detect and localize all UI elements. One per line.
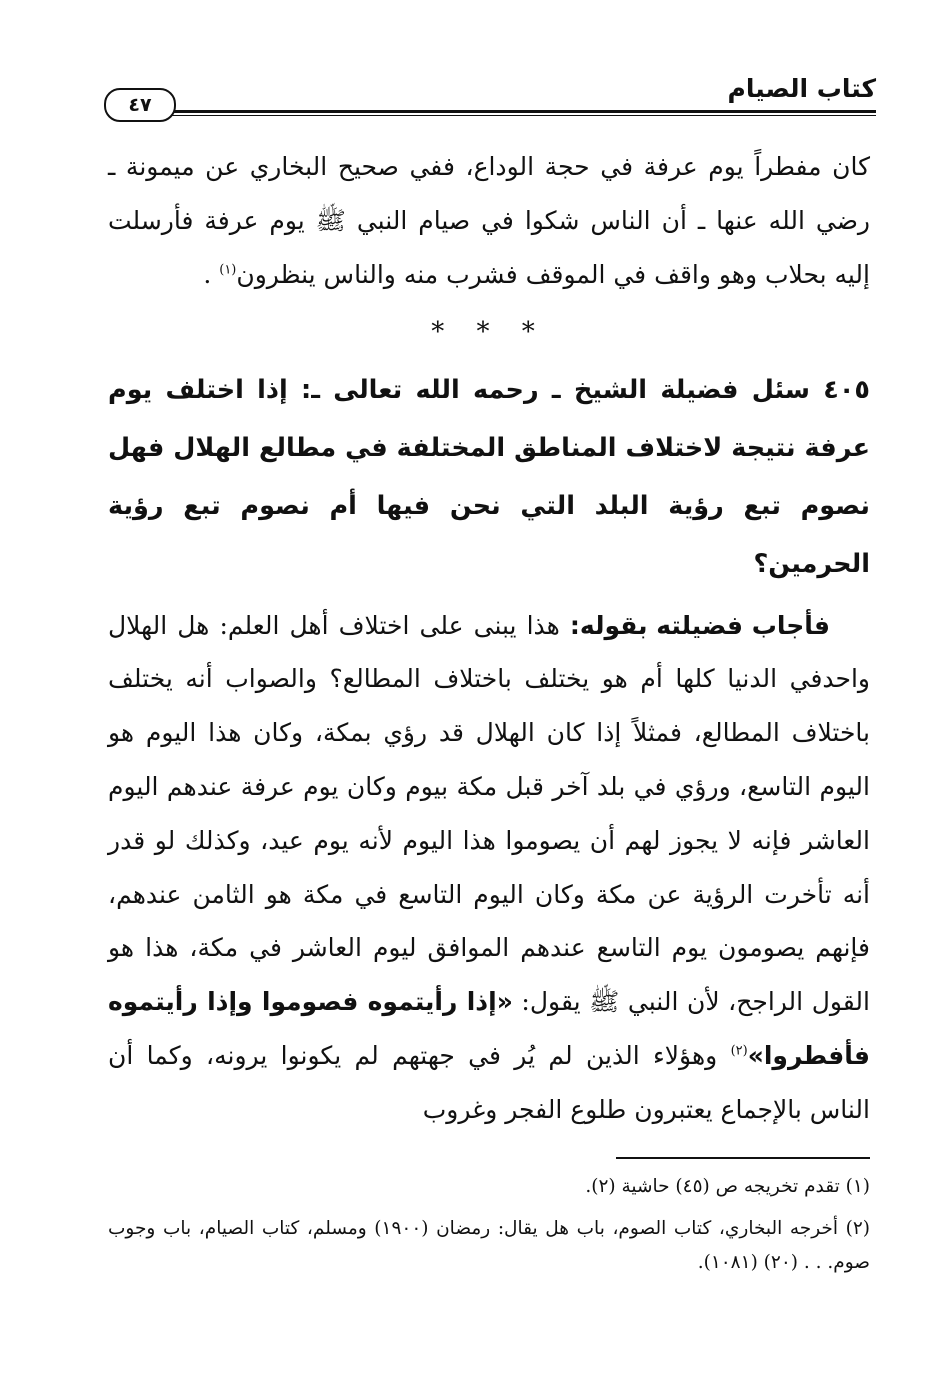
intro-paragraph <box>108 140 870 303</box>
intro-text: كان مفطراً يوم عرفة في حجة الوداع، ففي صحيح البخاري عن ميمونة ـ رضي الله عنها ـ أن الناس شكوا في صيام النبي ﷺ يوم عرفة فأرسلت إليه بحلاب وهو واقف في الموقف فشرب منه والناس ينظرون <box>108 152 870 290</box>
section-separator: * * * <box>431 316 547 347</box>
page-header <box>104 70 876 120</box>
footnote-ref-1: (١) <box>219 263 237 279</box>
answer-part1: هذا يبنى على اختلاف أهل العلم: هل الهلال واحدفي الدنيا كلها أم هو يختلف باختلاف المطالع؟ والصواب أنه يختلف باختلاف المطالع، فمثلاً إذا كان الهلال قد رؤي بمكة، وكان هذا اليوم هو اليوم التاسع، ورؤي في بلد آخر قبل مكة بيوم وكان يوم عرفة عندهم اليوم العاشر فإنه لا يجوز لهم أن يصوموا هذا اليوم لأنه يوم عيد، وكذلك لو قدر أنه تأخرت الرؤية عن مكة وكان اليوم التاسع في مكة هو الثامن عندهم، فإنهم يصومون يوم التاسع عندهم الموافق ليوم العاشر في مكة، هذا هو القول الراجح، لأن النبي ﷺ يقول: <box>108 610 870 1017</box>
header-rule-thick <box>154 110 876 113</box>
book-title: كتاب الصيام <box>727 74 876 103</box>
main-text <box>108 140 870 1137</box>
hadith-quote: «إذا رأيتموه فصوموا وإذا رأيتموه فأفطروا» <box>108 987 870 1070</box>
page-number-badge <box>104 88 176 122</box>
footnote-1: (١) تقدم تخريجه ص (٤٥) حاشية (٢). <box>585 1176 870 1197</box>
footnote-2: (٢) أخرجه البخاري، كتاب الصوم، باب هل يقال: رمضان (١٩٠٠) ومسلم، كتاب الصيام، باب وجوب صوم. . . (٢٠) (١٠٨١). <box>108 1218 871 1273</box>
answer-part2: وهؤلاء الذين لم يُر في جهتهم لم يكونوا يرونه، وكما أن الناس بالإجماع يعتبرون طلوع الفجر وغروب <box>108 1040 870 1124</box>
footnotes <box>108 1170 870 1288</box>
answer-paragraph <box>108 599 870 1137</box>
answer-lead: فأجاب فضيلته بقوله: <box>569 610 830 640</box>
header-rule-thin <box>162 115 876 116</box>
footnote-divider <box>616 1157 870 1159</box>
footnote-ref-2: (٢) <box>730 1043 748 1059</box>
page-number: ٤٧ <box>128 94 152 116</box>
intro-end: . <box>203 260 220 290</box>
question-paragraph: ٤٠٥ سئل فضيلة الشيخ ـ رحمه الله تعالى ـ: إذا اختلف يوم عرفة نتيجة لاختلاف المناطق المختلفة في مطالع الهلال فهل نصوم تبع رؤية البلد التي نحن فيها أم نصوم تبع رؤية الحرمين؟ <box>108 374 870 579</box>
